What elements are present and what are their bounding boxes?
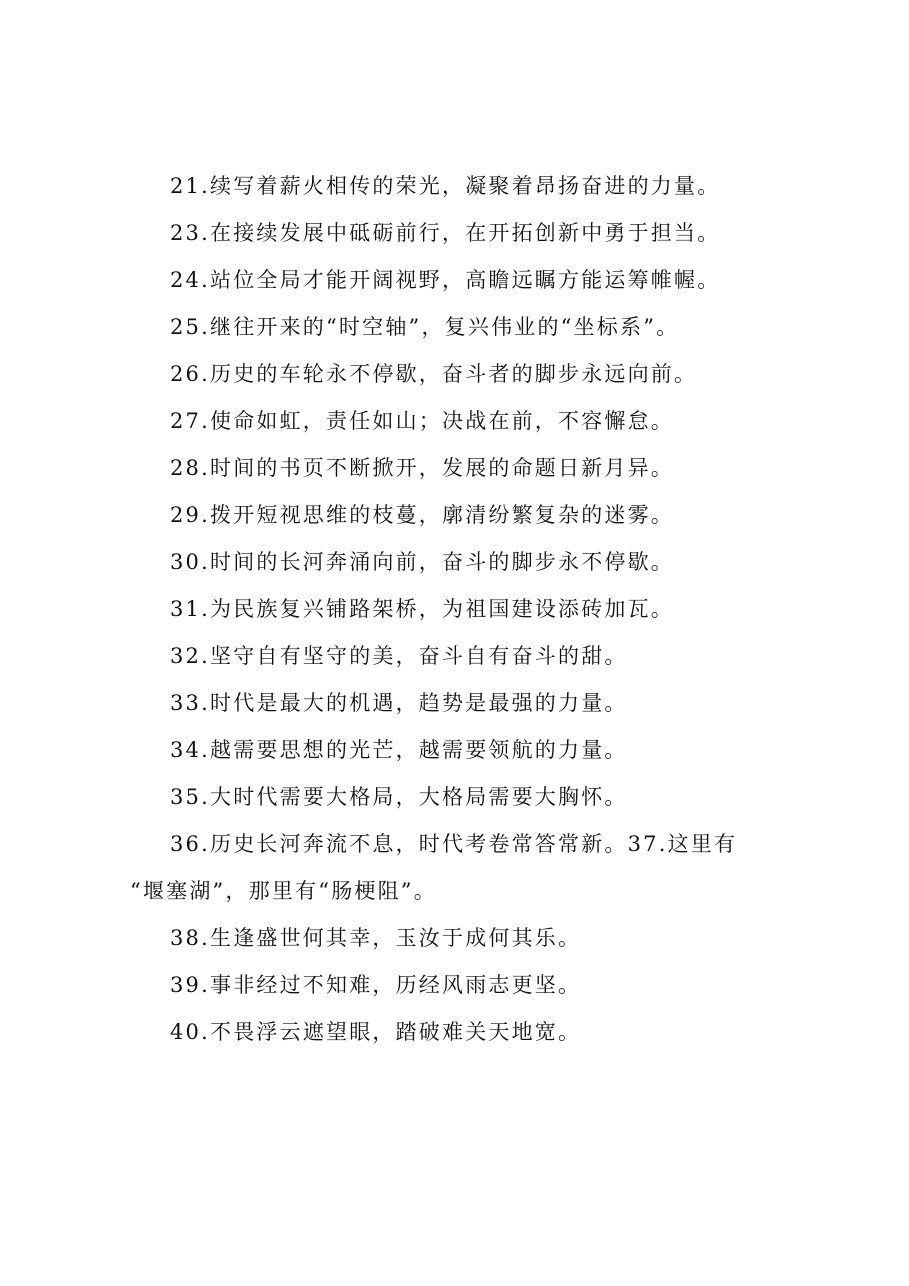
quote-line-23: 23.在接续发展中砥砺前行，在开拓创新中勇于担当。 — [170, 221, 721, 245]
quote-line-31: 31.为民族复兴铺路架桥，为祖国建设添砖加瓦。 — [170, 597, 674, 621]
quote-line-24: 24.站位全局才能开阔视野，高瞻远瞩方能运筹帷幄。 — [170, 268, 721, 292]
quote-line-25: 25.继往开来的“时空轴”，复兴伟业的“坐标系”。 — [170, 315, 680, 339]
quote-line-35: 35.大时代需要大格局，大格局需要大胸怀。 — [170, 785, 628, 809]
quote-line-21: 21.续写着薪火相传的荣光，凝聚着昂扬奋进的力量。 — [170, 174, 721, 198]
quote-line-34: 34.越需要思想的光芒，越需要领航的力量。 — [170, 738, 628, 762]
quote-line-27: 27.使命如虹，责任如山；决战在前，不容懈怠。 — [170, 409, 674, 433]
quote-line-37-continued: “堰塞湖”，那里有“肠梗阻”。 — [130, 879, 437, 903]
quote-line-38: 38.生逢盛世何其幸，玉汝于成何其乐。 — [170, 926, 582, 950]
quote-line-26: 26.历史的车轮永不停歇，奋斗者的脚步永远向前。 — [170, 362, 698, 386]
quote-line-28: 28.时间的书页不断掀开，发展的命题日新月异。 — [170, 456, 674, 480]
quote-line-33: 33.时代是最大的机遇，趋势是最强的力量。 — [170, 691, 628, 715]
quote-line-39: 39.事非经过不知难，历经风雨志更坚。 — [170, 973, 582, 997]
quote-line-40: 40.不畏浮云遮望眼，踏破难关天地宽。 — [170, 1020, 582, 1044]
quote-line-29: 29.拨开短视思维的枝蔓，廓清纷繁复杂的迷雾。 — [170, 503, 674, 527]
quote-list — [130, 163, 820, 1056]
quote-line-32: 32.坚守自有坚守的美，奋斗自有奋斗的甜。 — [170, 644, 628, 668]
quote-line-36: 36.历史长河奔流不息，时代考卷常答常新。37.这里有 — [170, 832, 738, 856]
quote-line-30: 30.时间的长河奔涌向前，奋斗的脚步永不停歇。 — [170, 550, 674, 574]
